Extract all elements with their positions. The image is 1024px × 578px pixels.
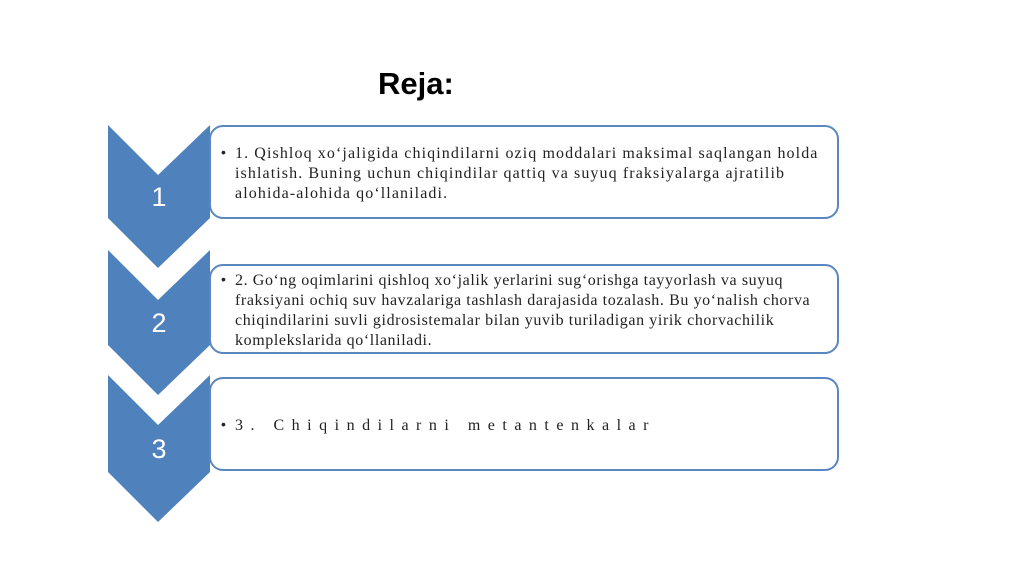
- slide-title: Reja:: [378, 66, 454, 101]
- step-number-3: 3: [151, 434, 167, 464]
- step-box-1: [209, 125, 839, 219]
- step-box-3: [209, 377, 839, 471]
- step-number-1: 1: [151, 182, 167, 212]
- step-text-2: • 2. Go‘ng oqimlarini qishloq xo‘jalik yerlarini sug‘orishga tayyorlash va suyuq fraksiyani ochiq suv havzalariga tashlash darajasida tozalash. Bu yo‘nalish chorva chiqindilarini suvli gidrosistemalar bilan yuvib turiladigan yirik chorvachilik komplekslarida qo‘llaniladi.: [235, 271, 829, 351]
- step-text-3: • 3. Chiqindilarni metantenkalar: [235, 416, 829, 436]
- step-box-2: [209, 264, 839, 354]
- step-text-1: • 1. Qishloq xo‘jaligida chiqindilarni oziq moddalari maksimal saqlangan holda ishlatish. Buning uchun chiqindilar qattiq va suyuq fraksiyalarga ajratilib alohida-alohida qo‘llaniladi.: [235, 144, 829, 204]
- step-number-2: 2: [151, 308, 167, 338]
